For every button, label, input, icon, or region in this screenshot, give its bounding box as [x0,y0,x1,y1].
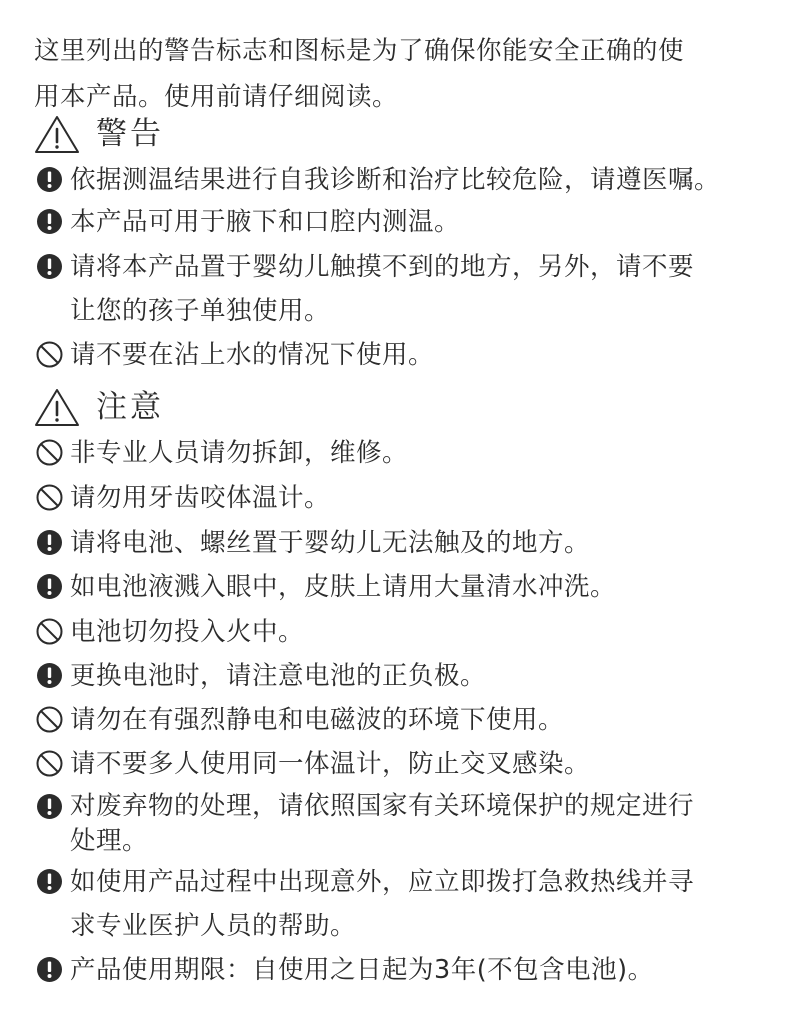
warning-heading [34,112,164,156]
prohibited-icon [36,618,63,645]
warning-item-text: 本产品可用于腋下和口腔内测温。 [70,207,461,237]
prohibited-icon [36,706,63,733]
caution-item [36,565,776,609]
warning-item-text: 请将本产品置于婴幼儿触摸不到的地方，另外，请不要 [70,252,695,282]
caution-title: 注意 [96,389,164,425]
intro-paragraph [34,28,774,120]
caution-item-text: 请勿在有强烈静电和电磁波的环境下使用。 [70,705,565,735]
caution-item [36,742,776,786]
caution-item-text: 更换电池时，请注意电池的正负极。 [70,661,487,691]
mandatory-icon [36,956,63,983]
caution-item-text-continued: 处理。 [70,826,149,856]
caution-item [36,948,776,992]
caution-item-text: 请不要多人使用同一体温计，防止交叉感染。 [70,749,591,779]
caution-item-text: 产品使用期限：自使用之日起为3年(不包含电池)。 [70,955,654,985]
caution-item-text: 电池切勿投入火中。 [70,617,305,647]
caution-item-text: 如使用产品过程中出现意外，应立即拨打急救热线并寻 [70,867,695,897]
mandatory-icon [36,166,63,193]
caution-item [36,521,776,565]
warning-triangle-icon [34,387,80,427]
warning-triangle-icon [34,114,80,154]
warning-item [36,200,776,244]
warning-item-text: 依据测温结果进行自我诊断和治疗比较危险，请遵医嘱。 [70,165,721,195]
mandatory-icon [36,253,63,280]
caution-item [36,610,776,654]
caution-item [36,698,776,742]
caution-item-text: 请勿用牙齿咬体温计。 [70,483,331,513]
mandatory-icon [36,793,63,820]
caution-item-text: 请将电池、螺丝置于婴幼儿无法触及的地方。 [70,528,591,558]
caution-item [36,476,776,520]
caution-item-text: 非专业人员请勿拆卸，维修。 [70,438,409,468]
intro-line: 用本产品。使用前请仔细阅读。 [34,82,399,112]
caution-item-text: 对废弃物的处理，请依照国家有关环境保护的规定进行 [70,791,695,821]
caution-item [36,431,776,475]
mandatory-icon [36,662,63,689]
caution-item-text-continued: 求专业医护人员的帮助。 [70,911,357,941]
caution-item [36,789,776,861]
prohibited-icon [36,439,63,466]
prohibited-icon [36,341,63,368]
caution-item [36,654,776,698]
warning-title: 警告 [96,116,164,152]
mandatory-icon [36,573,63,600]
warning-item [36,333,776,377]
caution-item [36,860,776,948]
prohibited-icon [36,484,63,511]
prohibited-icon [36,750,63,777]
mandatory-icon [36,529,63,556]
caution-heading [34,385,164,429]
warning-item [36,158,776,202]
warning-item-text: 请不要在沾上水的情况下使用。 [70,340,435,370]
intro-line: 这里列出的警告标志和图标是为了确保你能安全正确的使 [34,36,685,66]
mandatory-icon [36,208,63,235]
warning-item [36,245,776,333]
mandatory-icon [36,868,63,895]
warning-item-text-continued: 让您的孩子单独使用。 [70,296,331,326]
caution-item-text: 如电池液溅入眼中，皮肤上请用大量清水冲洗。 [70,572,617,602]
